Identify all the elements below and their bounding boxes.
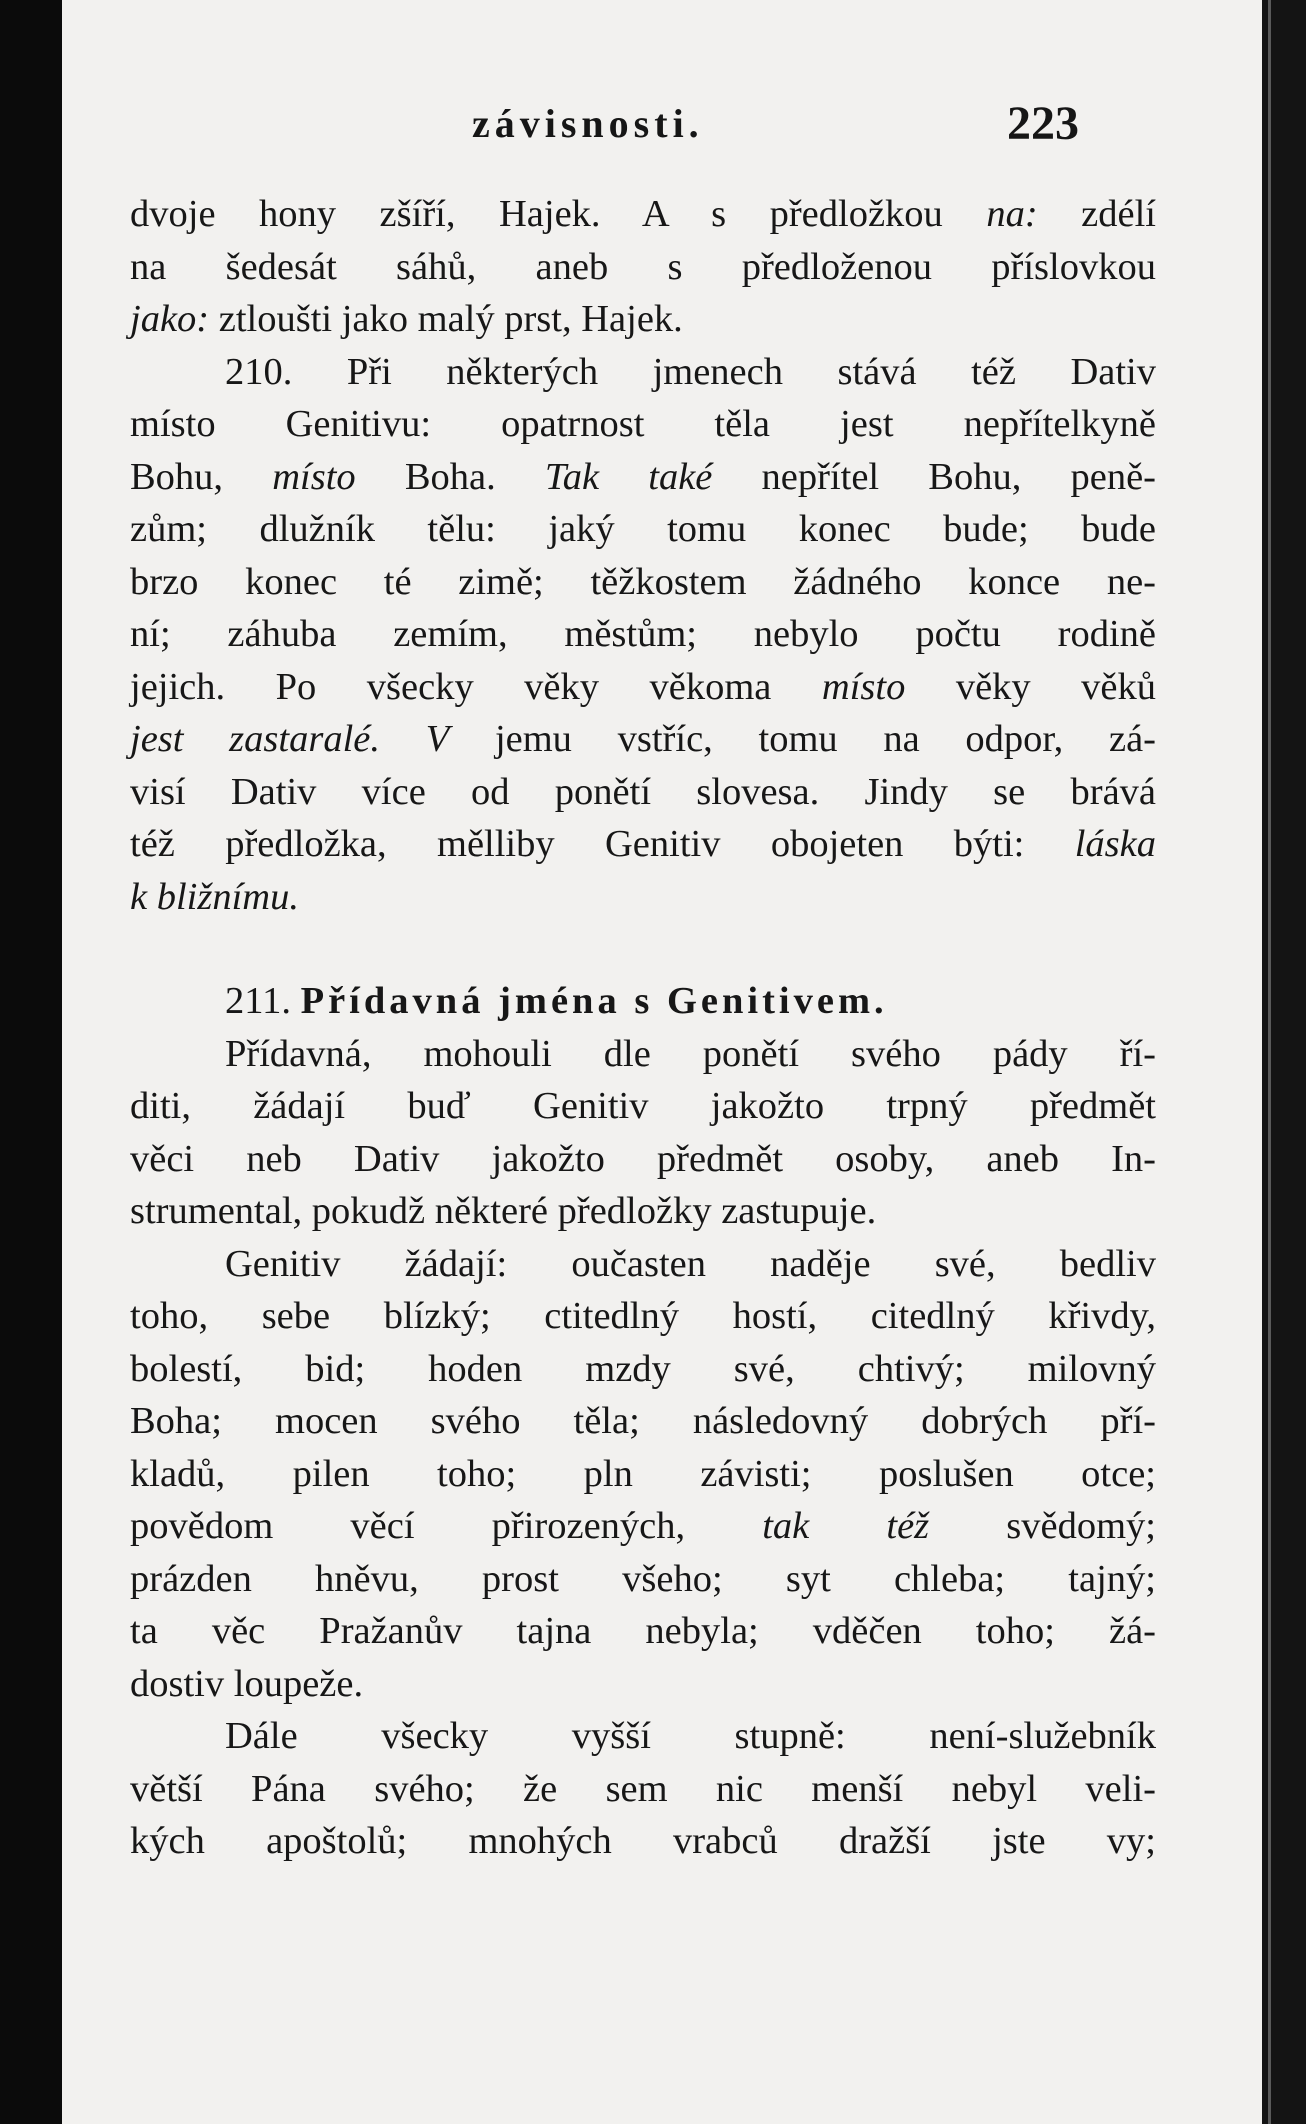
text-line: věci neb Dativ jakožto předmět osoby, aneb In- (130, 1137, 1156, 1180)
text-line: ta věc Pražanův tajna nebyla; vděčen toho; žá- (130, 1610, 1156, 1652)
text-line: na šedesát sáhů, aneb s předloženou příslovkou (130, 245, 1156, 288)
text-line: kladů, pilen toho; pln závisti; poslušen otce; (130, 1452, 1156, 1495)
text-line: Boha; mocen svého těla; následovný dobrých pří- (130, 1400, 1156, 1442)
text-line: větší Pána svého; že sem nic menší nebyl veli- (130, 1767, 1156, 1810)
text-line: brzo konec té zimě; těžkostem žádného konce ne- (130, 560, 1156, 603)
edge-stripe (1268, 0, 1271, 2124)
text-line: kých apoštolů; mnohých vrabců dražší jste vy; (130, 1820, 1156, 1862)
page-edge (1262, 0, 1306, 2124)
text-line: toho, sebe blízký; ctitedlný hostí, citedlný křivdy, (130, 1295, 1156, 1337)
text-line: jest zastaralé. V jemu vstříc, tomu na odpor, zá- (130, 718, 1156, 760)
text-line: zům; dlužník tělu: jaký tomu konec bude; bude (130, 508, 1156, 550)
text-line: Genitiv žádají: oučasten naděje své, bedliv (225, 1242, 1156, 1285)
paragraph-210-start: 210. Při některých jmenech stává též Dativ (225, 350, 1156, 393)
text-line: též předložka, mělliby Genitiv obojeten býti: láska (130, 823, 1156, 865)
running-head: závisnosti. (472, 101, 704, 146)
text-line: místo Genitivu: opatrnost těla jest nepřítelkyně (130, 403, 1156, 445)
body-text (130, 188, 1156, 1868)
text-line: jejich. Po všecky věky věkoma místo věky věků (130, 665, 1156, 708)
text-line: k bližnímu. (130, 875, 299, 918)
text-line: dvoje hony zšíří, Hajek. A s předložkou na: zdélí (130, 193, 1156, 235)
text-line: prázden hněvu, prost všeho; syt chleba; tajný; (130, 1557, 1156, 1600)
text-line: visí Dativ více od ponětí slovesa. Jindy se brává (130, 770, 1156, 813)
page-header (62, 97, 1276, 160)
text-line: Přídavná, mohouli dle ponětí svého pády ří- (225, 1032, 1156, 1075)
text-line: diti, žádají buď Genitiv jakožto trpný předmět (130, 1085, 1156, 1127)
text-line: ní; záhuba zemím, městům; nebylo počtu rodině (130, 613, 1156, 655)
text-line: dostiv loupeže. (130, 1662, 364, 1705)
section-heading (130, 975, 1156, 1028)
text-line: povědom věcí přirozených, tak též svědomý; (130, 1505, 1156, 1547)
page-number: 223 (1007, 97, 1079, 150)
text-line: bolestí, bid; hoden mzdy své, chtivý; milovný (130, 1347, 1156, 1390)
text-line: jako: ztloušti jako malý prst, Hajek. (130, 298, 683, 340)
book-page (62, 0, 1276, 2124)
section-title: Přídavná jména s Genitivem. (300, 980, 888, 1022)
text-line: Dále všecky vyšší stupně: není-služebník (225, 1715, 1156, 1757)
text-line: strumental, pokudž některé předložky zastupuje. (130, 1190, 877, 1232)
section-number: 211. (225, 980, 291, 1022)
text-line: Bohu, místo Boha. Tak také nepřítel Bohu, peně- (130, 455, 1156, 498)
